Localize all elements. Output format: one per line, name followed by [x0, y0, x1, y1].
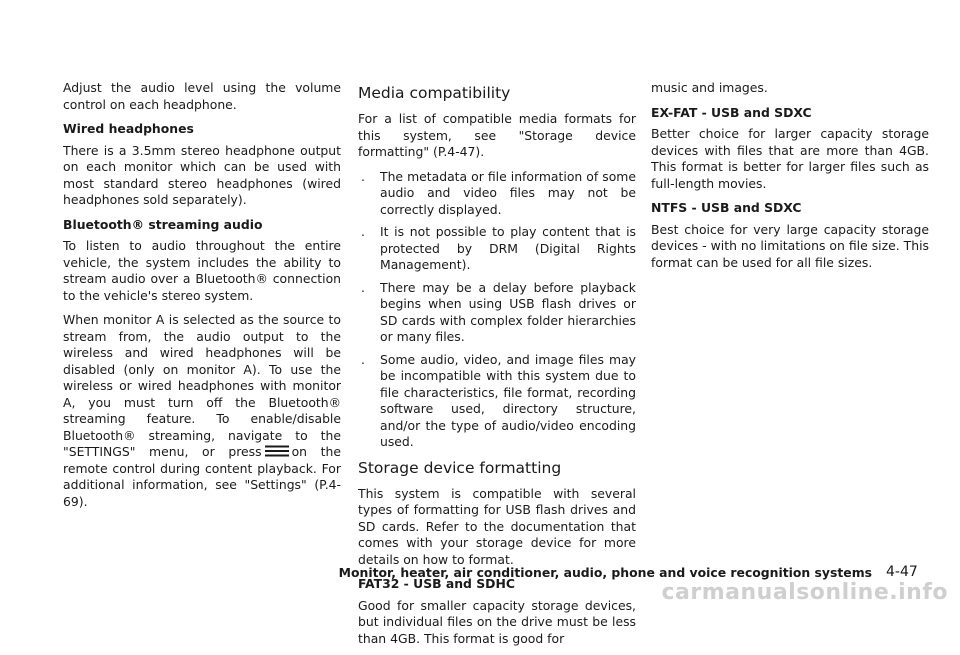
heading-ntfs: NTFS - USB and SDXC [651, 200, 802, 215]
paragraph-fat32-continued: music and images. [651, 80, 768, 95]
media-bullet-list [358, 169, 636, 451]
paragraph-monitor-a [63, 312, 341, 510]
heading-storage-device-formatting: Storage device formatting [358, 458, 562, 477]
paragraph-media-compatibility: For a list of compatible media formats for this system, see "Storage device formatting" (P.4-47). [358, 111, 636, 159]
paragraph-fat32: Good for smaller capacity storage devices, but individual files on the drive must be less than 4GB. This format is good for [358, 597, 636, 646]
list-item: . The metadata or file information of some audio and video files may not be correctly displayed. [361, 168, 636, 217]
menu-icon [264, 445, 290, 457]
heading-fat32: FAT32 - USB and SDHC [358, 576, 515, 591]
paragraph-wired-headphones: There is a 3.5mm stereo headphone output on each monitor which can be used with most standard stereo headphones (wired headphones sold separately). [63, 142, 341, 207]
paragraph-bluetooth-streaming: To listen to audio throughout the entire vehicle, the system includes the ability to stream audio over a Bluetooth® connection to the vehicle's stereo system. [63, 238, 341, 303]
watermark: carmanualsonline.info [661, 580, 948, 605]
heading-media-compatibility: Media compatibility [358, 84, 511, 102]
list-item: . It is not possible to play content that is protected by DRM (Digital Rights Management). [361, 224, 636, 272]
paragraph-ntfs: Best choice for very large capacity storage devices - with no limitations on file size. This format can be used for all file sizes. [651, 221, 929, 270]
heading-exfat: EX-FAT - USB and SDXC [651, 104, 812, 120]
heading-bluetooth-streaming: Bluetooth® streaming audio [63, 216, 263, 232]
paragraph-storage-formatting: This system is compatible with several types of formatting for USB flash drives and SD cards. Refer to the documentation that comes with your storage device for more details on how to format. [358, 485, 636, 567]
column-1 [63, 80, 341, 518]
page-number: 4-47 [886, 564, 918, 580]
paragraph-exfat: Better choice for larger capacity storage devices with files that are more than 4GB. This format is better for larger files such as full-length movies. [651, 126, 929, 191]
list-item: . There may be a delay before playback begins when using USB flash drives or SD cards with complex folder hierarchies or many files. [361, 279, 636, 344]
monitor-a-text: When monitor A is selected as the source to stream from, the audio output to the wireless and wired headphones will be disabled (only on monitor A). To use the wireless or wired headphones with monitor A, you must turn off the Bluetooth® streaming feature. To enable/disable Bluetooth® streaming, navigate to the "SETTINGS" menu, or press [63, 312, 341, 459]
footer-section-title: Monitor, heater, air conditioner, audio, phone and voice recognition systems [338, 565, 872, 580]
paragraph-volume: Adjust the audio level using the volume control on each headphone. [63, 80, 341, 112]
column-3 [651, 80, 929, 279]
heading-wired-headphones: Wired headphones [63, 121, 194, 136]
list-item: . Some audio, video, and image files may be incompatible with this system due to file characteristics, file format, recording software used, directory structure, and/or the type of audio/video encoding used. [361, 351, 636, 449]
monitor-a-text-end: on the remote control during content playback. For additional information, see "Settings" (P.4-69). [63, 444, 341, 509]
